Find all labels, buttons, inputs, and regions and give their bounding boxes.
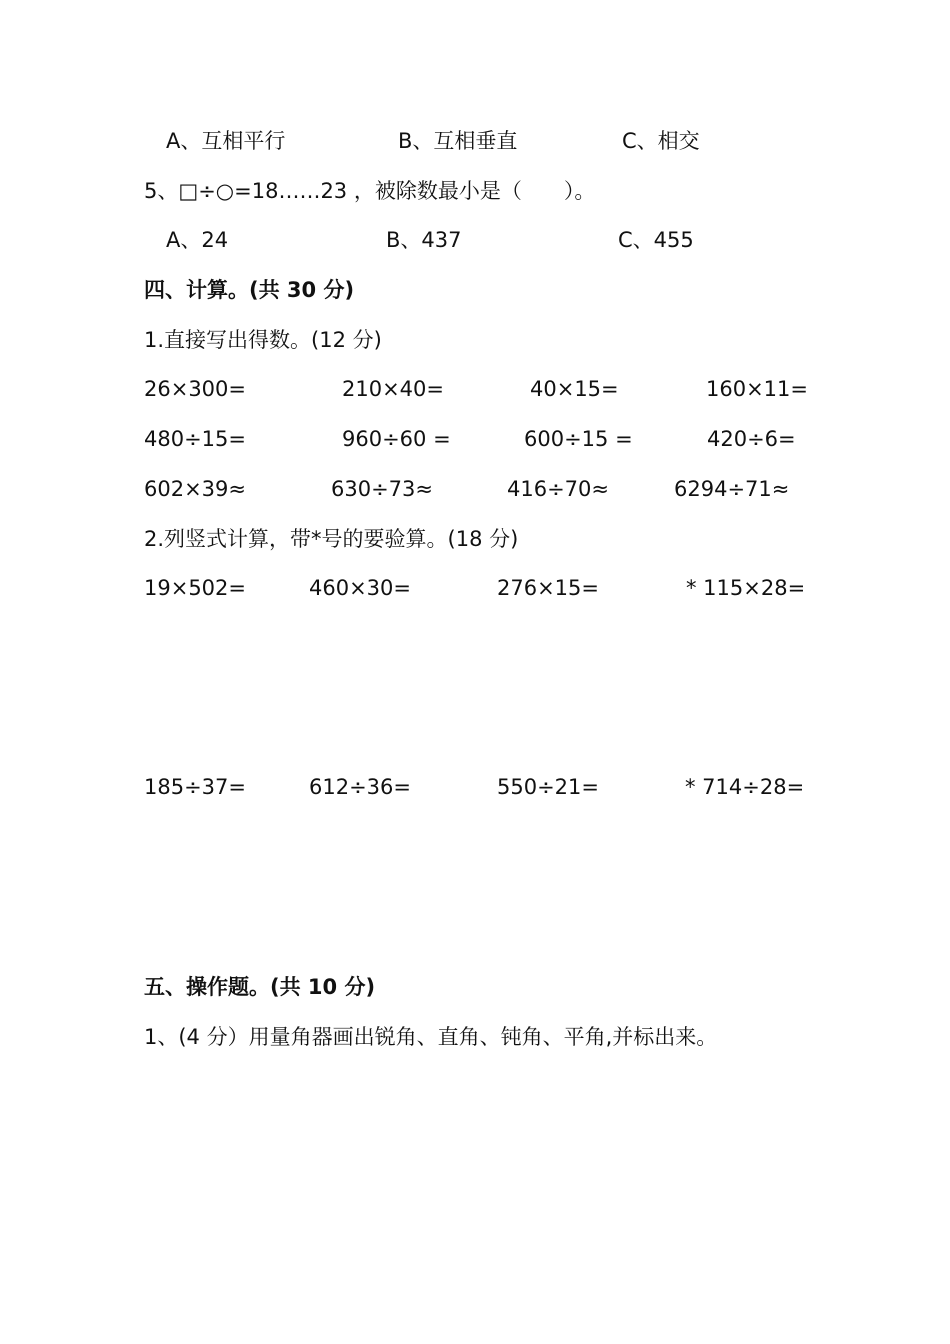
oral-calc-r1-c1: 26×300= (144, 377, 246, 401)
section4-part2-title: 2.列竖式计算，带*号的要验算。(18 分) (144, 527, 519, 551)
vertical-calc-r1-c1: 19×502= (144, 576, 246, 600)
section5-q1: 1、(4 分）用量角器画出锐角、直角、钝角、平角,并标出来。 (144, 1025, 718, 1049)
section5-title: 五、操作题。(共 10 分) (144, 975, 376, 999)
oral-calc-r3-c1: 602×39≈ (144, 477, 246, 501)
vertical-calc-r2-c1: 185÷37= (144, 775, 246, 799)
section4-title: 四、计算。(共 30 分) (144, 278, 355, 302)
vertical-calc-r2-c3: 550÷21= (497, 775, 599, 799)
vertical-calc-r1-c3: 276×15= (497, 576, 599, 600)
q4-option-a: A、互相平行 (166, 129, 286, 153)
q5-text: 5、□÷○=18……23 ，被除数最小是（ ）。 (144, 179, 596, 203)
oral-calc-r2-c1: 480÷15= (144, 427, 246, 451)
oral-calc-r2-c3: 600÷15 = (524, 427, 633, 451)
oral-calc-r1-c4: 160×11= (706, 377, 808, 401)
section4-part1-title: 1.直接写出得数。(12 分) (144, 328, 382, 352)
q5-option-a: A、24 (166, 228, 229, 252)
vertical-calc-r1-c2: 460×30= (309, 576, 411, 600)
q4-option-b: B、互相垂直 (398, 129, 518, 153)
oral-calc-r3-c4: 6294÷71≈ (674, 477, 790, 501)
oral-calc-r3-c2: 630÷73≈ (331, 477, 433, 501)
vertical-calc-r2-c4: * 714÷28= (685, 775, 805, 799)
q5-option-c: C、455 (618, 228, 694, 252)
vertical-calc-r1-c4: * 115×28= (686, 576, 806, 600)
q4-option-c: C、相交 (622, 129, 700, 153)
oral-calc-r1-c3: 40×15= (530, 377, 619, 401)
oral-calc-r3-c3: 416÷70≈ (507, 477, 609, 501)
oral-calc-r2-c2: 960÷60 = (342, 427, 451, 451)
oral-calc-r2-c4: 420÷6= (707, 427, 796, 451)
oral-calc-r1-c2: 210×40= (342, 377, 444, 401)
vertical-calc-r2-c2: 612÷36= (309, 775, 411, 799)
q5-option-b: B、437 (386, 228, 462, 252)
